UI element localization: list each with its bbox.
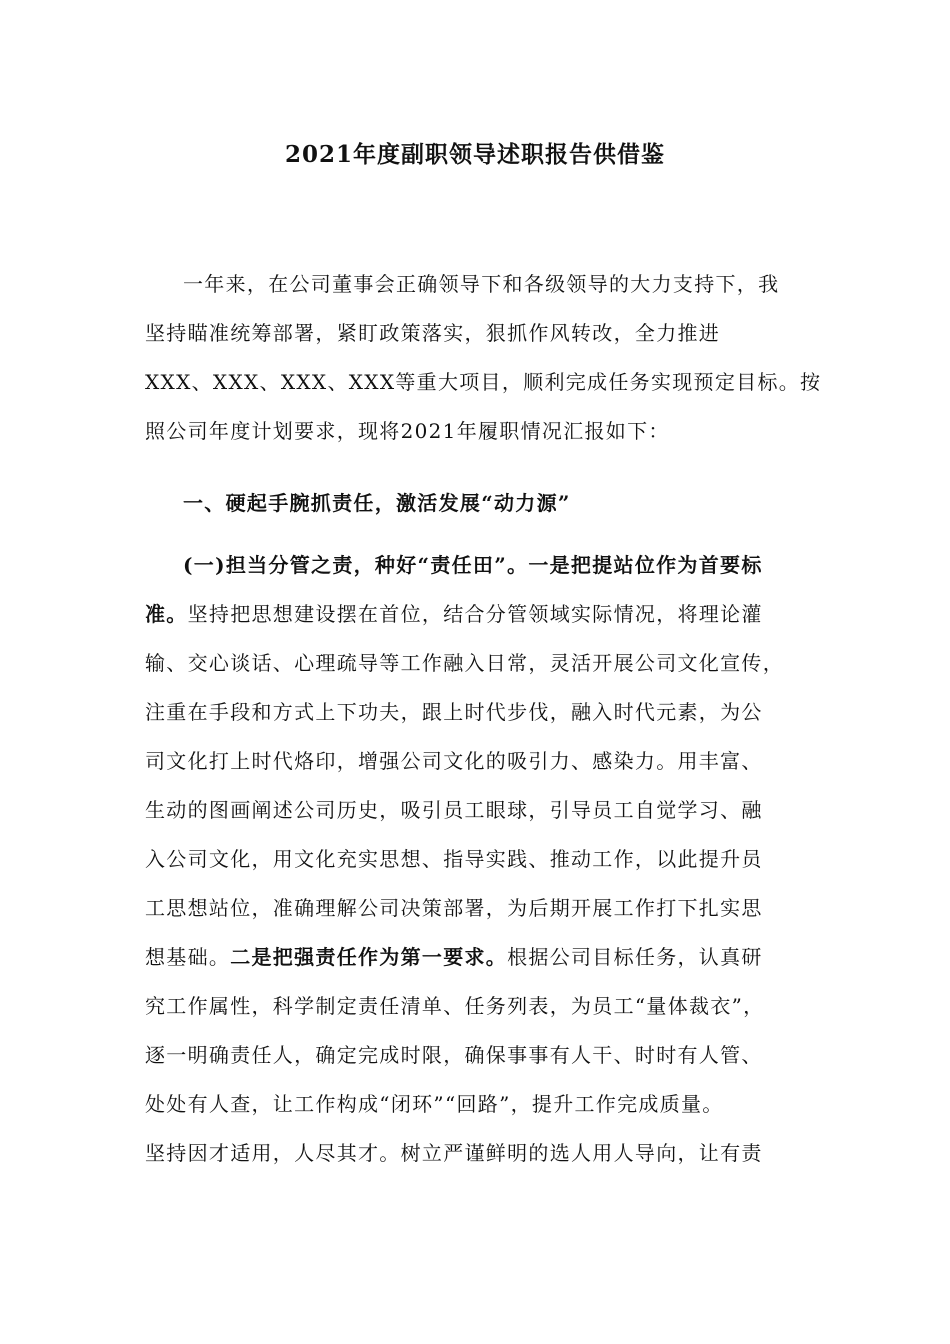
subsection-line-2	[145, 589, 825, 639]
text-run: 根据公司目标任务，认真研	[507, 945, 763, 969]
document-title: 2021年度副职领导述职报告供借鉴	[284, 141, 665, 168]
body-line: 输、交心谈话、心理疏导等工作融入日常，灵活开展公司文化宣传，	[145, 651, 784, 675]
body-line: 注重在手段和方式上下功夫，跟上时代步伐，融入时代元素，为公	[145, 700, 763, 724]
section-heading-1: 一、硬起手腕抓责任，激活发展“动力源”	[183, 491, 571, 515]
body-line: 处处有人查，让工作构成“闭环”“回路”，提升工作完成质量。	[145, 1092, 724, 1116]
body-line: 生动的图画阐述公司历史，吸引员工眼球，引导员工自觉学习、融	[145, 798, 763, 822]
bold-run: 准。	[145, 602, 188, 626]
body-line: 司文化打上时代烙印，增强公司文化的吸引力、感染力。用丰富、	[145, 749, 763, 773]
body-line: 工思想站位，准确理解公司决策部署，为后期开展工作打下扎实思	[145, 896, 763, 920]
body-line: 逐一明确责任人，确定完成时限，确保事事有人干、时时有人管、	[145, 1043, 763, 1067]
intro-line-1: 一年来，在公司董事会正确领导下和各级领导的大力支持下，我	[183, 272, 780, 296]
subsection-line-1: (一)担当分管之责，种好“责任田”。一是把提站位作为首要标	[183, 553, 763, 577]
text-run: 想基础。	[145, 945, 231, 969]
intro-line-3: XXX、XXX、XXX、XXX等重大项目，顺利完成任务实现预定目标。按	[145, 370, 822, 394]
body-line: 坚持因才适用，人尽其才。树立严谨鲜明的选人用人导向，让有责	[145, 1141, 763, 1165]
bold-run: 二是把强责任作为第一要求。	[230, 945, 508, 969]
intro-line-2: 坚持瞄准统筹部署，紧盯政策落实，狠抓作风转改，全力推进	[145, 321, 721, 345]
body-line-mixed	[145, 932, 825, 982]
body-line: 究工作属性，科学制定责任清单、任务列表，为员工“量体裁衣”，	[145, 994, 765, 1018]
intro-line-4: 照公司年度计划要求，现将2021年履职情况汇报如下：	[145, 419, 670, 443]
text-run: 坚持把思想建设摆在首位，结合分管领域实际情况，将理论灌	[187, 602, 763, 626]
body-line: 入公司文化，用文化充实思想、指导实践、推动工作，以此提升员	[145, 847, 763, 871]
